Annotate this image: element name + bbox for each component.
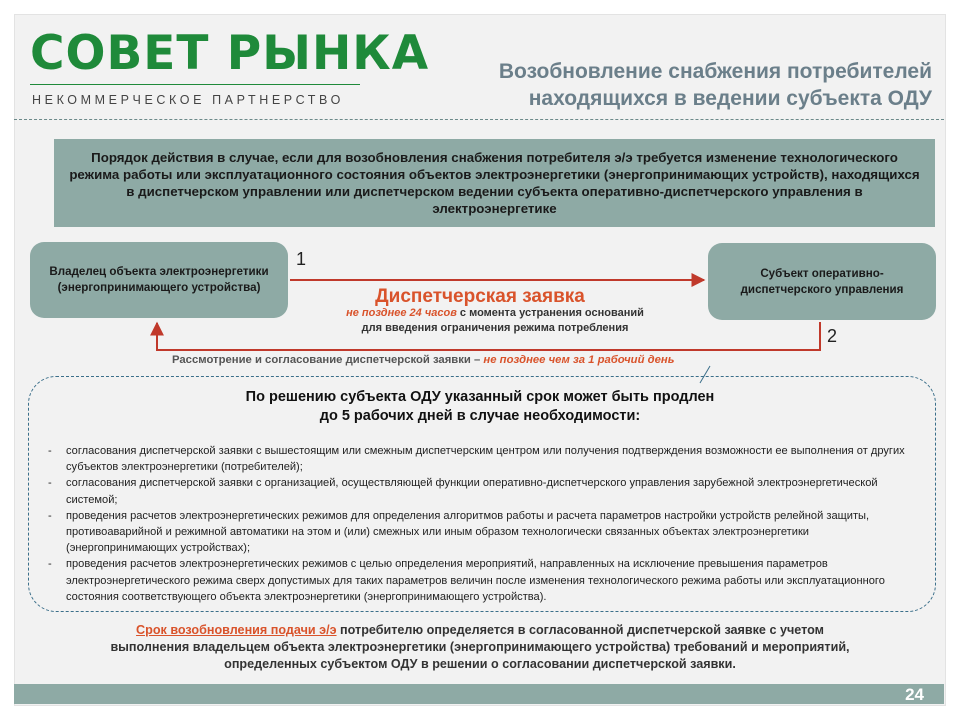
extension-title-line2: до 5 рабочих дней в случае необходимости: — [319, 408, 641, 424]
bottom-note-line3: определенных субъектом ОДУ в решении о согласовании диспетчерской заявки. — [224, 657, 736, 671]
step-2-number: 2 — [827, 326, 838, 346]
review-line — [172, 354, 812, 366]
extension-reasons-list — [48, 443, 918, 605]
resumption-term-link[interactable]: Срок возобновления подачи э/э — [136, 623, 337, 637]
dispatch-request-title: Диспетчерская заявка — [375, 286, 585, 307]
procedure-box: Порядок действия в случае, если для возобновления снабжения потребителя э/э требуется изменение технологического режима работы или эксплуатационного состояния объектов электроэнергетики (энергопринимающих устройств), находящихся в диспетчерском управлении или диспетчерском ведении субъекта оперативно-диспетчерского управления в электроэнергетике — [54, 139, 935, 227]
review-deadline: не позднее чем за 1 рабочий день — [483, 354, 675, 366]
page-number: 24 — [905, 685, 924, 704]
bottom-note — [30, 622, 930, 673]
dispatch-deadline-highlight: не позднее 24 часов — [346, 307, 457, 319]
list-item: - проведения расчетов электроэнергетических режимов для определения алгоритмов работы и расчета параметров настройки устройств релейной защиты, противоаварийной и режимной автоматики на этом и (или) смежных или иным образом технологически связанных объектах электроэнергетики (энергопринимающих устройствах); — [48, 508, 918, 557]
bottom-note-line1 — [30, 622, 930, 639]
dispatch-reason: для введения ограничения режима потребления — [361, 322, 629, 334]
list-item: - проведения расчетов электроэнергетических режимов с целью определения мероприятий, направленных на исключение превышения параметров электроэнергетического режима сверх допустимых для таких параметров величин после изменения технологического режима работы или эксплуатационного состояния соответствующего объекта электроэнергетики (энергопринимающего устройства). — [48, 556, 918, 605]
logo-title: СОВЕТ РЫНКА — [30, 26, 430, 81]
slide-title — [412, 58, 932, 112]
bottom-note-rest: потребителю определяется в согласованной диспетчерской заявке с учетом — [336, 623, 824, 637]
list-item: - согласования диспетчерской заявки с вышестоящим или смежным диспетчерским центром или получения подтверждения возможности ее выполнения от других субъектов электроэнергетики (потребителей); — [48, 443, 918, 475]
step-1-number: 1 — [296, 249, 307, 269]
review-text: Рассмотрение и согласование диспетчерской заявки – — [172, 354, 484, 366]
extension-title-line1: По решению субъекта ОДУ указанный срок может быть продлен — [245, 389, 715, 405]
owner-box: Владелец объекта электроэнергетики (энергопринимающего устройства) — [30, 242, 288, 318]
slide-title-line2: находящихся в ведении субъекта ОДУ — [528, 87, 932, 110]
bottom-note-line2: выполнения владельцем объекта электроэнергетики (энергопринимающего устройства) требований и мероприятий, — [110, 640, 850, 654]
list-item: - согласования диспетчерской заявки с организацией, осуществляющей функции оперативно-диспетчерского управления зарубежной электроэнергетической системой; — [48, 475, 918, 507]
logo-subtitle: НЕКОММЕРЧЕСКОЕ ПАРТНЕРСТВО — [32, 93, 344, 107]
extension-title — [180, 388, 780, 426]
footer-bar — [14, 684, 944, 704]
slide-title-line1: Возобновление снабжения потребителей — [498, 60, 932, 83]
header-divider — [14, 119, 944, 120]
logo-divider — [30, 84, 360, 85]
dispatch-deadline-rest: с момента устранения оснований — [459, 307, 644, 319]
odu-box: Субъект оперативно-диспетчерского управления — [708, 243, 936, 320]
dispatch-deadline — [330, 307, 660, 319]
